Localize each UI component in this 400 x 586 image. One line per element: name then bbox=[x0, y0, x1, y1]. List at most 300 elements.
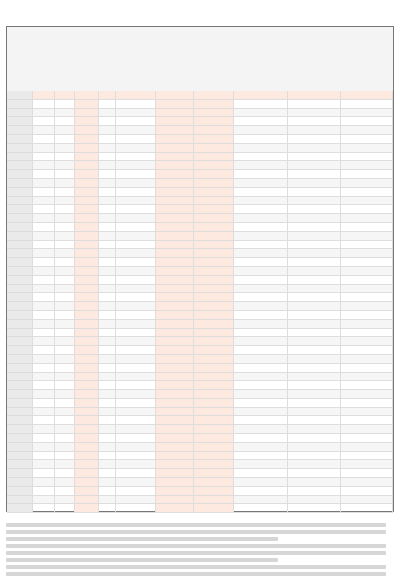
value-cell bbox=[75, 170, 99, 178]
value-cell bbox=[234, 399, 288, 407]
value-cell bbox=[116, 329, 156, 337]
table-row bbox=[7, 188, 393, 197]
value-cell bbox=[288, 117, 342, 125]
value-cell bbox=[234, 302, 288, 310]
table-row bbox=[7, 197, 393, 206]
value-cell bbox=[194, 460, 234, 468]
table-row bbox=[7, 153, 393, 162]
value-cell bbox=[288, 188, 342, 196]
value-cell bbox=[341, 91, 393, 99]
value-cell bbox=[75, 425, 99, 433]
value-cell bbox=[55, 100, 75, 108]
value-cell bbox=[341, 179, 393, 187]
value-cell bbox=[288, 355, 342, 363]
value-cell bbox=[341, 276, 393, 284]
value-cell bbox=[341, 496, 393, 504]
value-cell bbox=[341, 434, 393, 442]
value-cell bbox=[288, 434, 342, 442]
value-cell bbox=[156, 452, 194, 460]
table-row bbox=[7, 241, 393, 250]
value-cell bbox=[75, 144, 99, 152]
value-cell bbox=[341, 126, 393, 134]
value-cell bbox=[234, 346, 288, 354]
value-cell bbox=[33, 197, 55, 205]
value-cell bbox=[234, 496, 288, 504]
table-row bbox=[7, 302, 393, 311]
value-cell bbox=[33, 496, 55, 504]
value-cell bbox=[33, 311, 55, 319]
value-cell bbox=[55, 302, 75, 310]
prefecture-cell bbox=[7, 425, 33, 433]
value-cell bbox=[234, 355, 288, 363]
value-cell bbox=[194, 153, 234, 161]
value-cell bbox=[156, 399, 194, 407]
value-cell bbox=[234, 126, 288, 134]
value-cell bbox=[194, 100, 234, 108]
value-cell bbox=[33, 144, 55, 152]
value-cell bbox=[55, 232, 75, 240]
value-cell bbox=[116, 399, 156, 407]
value-cell bbox=[75, 373, 99, 381]
value-cell bbox=[341, 302, 393, 310]
value-cell bbox=[288, 232, 342, 240]
value-cell bbox=[116, 355, 156, 363]
value-cell bbox=[341, 460, 393, 468]
value-cell bbox=[33, 329, 55, 337]
value-cell bbox=[194, 285, 234, 293]
value-cell bbox=[75, 311, 99, 319]
value-cell bbox=[75, 487, 99, 495]
table-row bbox=[7, 469, 393, 478]
value-cell bbox=[156, 487, 194, 495]
value-cell bbox=[116, 320, 156, 328]
value-cell bbox=[33, 179, 55, 187]
value-cell bbox=[99, 293, 117, 301]
value-cell bbox=[288, 276, 342, 284]
value-cell bbox=[234, 267, 288, 275]
value-cell bbox=[341, 364, 393, 372]
value-cell bbox=[116, 364, 156, 372]
prefecture-cell bbox=[7, 241, 33, 249]
value-cell bbox=[99, 478, 117, 486]
value-cell bbox=[234, 311, 288, 319]
value-cell bbox=[156, 249, 194, 257]
value-cell bbox=[341, 311, 393, 319]
document-page bbox=[6, 6, 394, 22]
value-cell bbox=[288, 408, 342, 416]
value-cell bbox=[156, 161, 194, 169]
value-cell bbox=[234, 91, 288, 99]
value-cell bbox=[55, 214, 75, 222]
value-cell bbox=[116, 373, 156, 381]
value-cell bbox=[194, 355, 234, 363]
value-cell bbox=[33, 469, 55, 477]
table-row bbox=[7, 390, 393, 399]
prefecture-cell bbox=[7, 416, 33, 424]
value-cell bbox=[288, 425, 342, 433]
prefecture-cell bbox=[7, 399, 33, 407]
value-cell bbox=[33, 117, 55, 125]
value-cell bbox=[75, 276, 99, 284]
value-cell bbox=[288, 381, 342, 389]
value-cell bbox=[75, 416, 99, 424]
table-row bbox=[7, 487, 393, 496]
value-cell bbox=[288, 346, 342, 354]
value-cell bbox=[341, 135, 393, 143]
value-cell bbox=[194, 408, 234, 416]
value-cell bbox=[341, 478, 393, 486]
value-cell bbox=[55, 496, 75, 504]
value-cell bbox=[55, 469, 75, 477]
value-cell bbox=[55, 443, 75, 451]
value-cell bbox=[194, 223, 234, 231]
table-row bbox=[7, 425, 393, 434]
value-cell bbox=[156, 364, 194, 372]
value-cell bbox=[194, 373, 234, 381]
value-cell bbox=[234, 214, 288, 222]
value-cell bbox=[99, 276, 117, 284]
table-row bbox=[7, 311, 393, 320]
table-row bbox=[7, 117, 393, 126]
value-cell bbox=[288, 302, 342, 310]
value-cell bbox=[288, 91, 342, 99]
value-cell bbox=[194, 329, 234, 337]
value-cell bbox=[234, 443, 288, 451]
value-cell bbox=[55, 135, 75, 143]
value-cell bbox=[194, 161, 234, 169]
table-row bbox=[7, 478, 393, 487]
table-row bbox=[7, 355, 393, 364]
value-cell bbox=[234, 170, 288, 178]
value-cell bbox=[75, 364, 99, 372]
value-cell bbox=[99, 170, 117, 178]
value-cell bbox=[55, 161, 75, 169]
value-cell bbox=[288, 496, 342, 504]
value-cell bbox=[194, 416, 234, 424]
prefecture-cell bbox=[7, 135, 33, 143]
value-cell bbox=[75, 469, 99, 477]
value-cell bbox=[194, 197, 234, 205]
value-cell bbox=[341, 223, 393, 231]
value-cell bbox=[156, 258, 194, 266]
value-cell bbox=[75, 408, 99, 416]
value-cell bbox=[55, 390, 75, 398]
value-cell bbox=[156, 214, 194, 222]
value-cell bbox=[33, 109, 55, 117]
value-cell bbox=[288, 337, 342, 345]
prefecture-cell bbox=[7, 469, 33, 477]
value-cell bbox=[341, 117, 393, 125]
value-cell bbox=[156, 276, 194, 284]
value-cell bbox=[33, 425, 55, 433]
prefecture-cell bbox=[7, 258, 33, 266]
value-cell bbox=[55, 91, 75, 99]
value-cell bbox=[341, 153, 393, 161]
value-cell bbox=[194, 337, 234, 345]
value-cell bbox=[156, 126, 194, 134]
value-cell bbox=[99, 337, 117, 345]
value-cell bbox=[288, 109, 342, 117]
value-cell bbox=[341, 443, 393, 451]
value-cell bbox=[55, 425, 75, 433]
prefecture-cell bbox=[7, 355, 33, 363]
value-cell bbox=[156, 223, 194, 231]
value-cell bbox=[75, 241, 99, 249]
value-cell bbox=[288, 197, 342, 205]
prefecture-cell bbox=[7, 320, 33, 328]
value-cell bbox=[288, 126, 342, 134]
value-cell bbox=[194, 381, 234, 389]
value-cell bbox=[75, 205, 99, 213]
value-cell bbox=[33, 320, 55, 328]
value-cell bbox=[288, 399, 342, 407]
value-cell bbox=[116, 205, 156, 213]
value-cell bbox=[55, 126, 75, 134]
table-row bbox=[7, 285, 393, 294]
value-cell bbox=[99, 205, 117, 213]
value-cell bbox=[55, 416, 75, 424]
value-cell bbox=[234, 285, 288, 293]
value-cell bbox=[99, 126, 117, 134]
value-cell bbox=[55, 153, 75, 161]
value-cell bbox=[99, 399, 117, 407]
value-cell bbox=[156, 469, 194, 477]
table-row bbox=[7, 214, 393, 223]
value-cell bbox=[194, 487, 234, 495]
value-cell bbox=[33, 285, 55, 293]
value-cell bbox=[33, 399, 55, 407]
value-cell bbox=[55, 329, 75, 337]
value-cell bbox=[99, 434, 117, 442]
value-cell bbox=[156, 504, 194, 512]
prefecture-cell bbox=[7, 285, 33, 293]
value-cell bbox=[194, 276, 234, 284]
value-cell bbox=[341, 469, 393, 477]
value-cell bbox=[156, 205, 194, 213]
value-cell bbox=[194, 144, 234, 152]
value-cell bbox=[99, 117, 117, 125]
value-cell bbox=[116, 223, 156, 231]
table-row bbox=[7, 329, 393, 338]
value-cell bbox=[341, 188, 393, 196]
value-cell bbox=[55, 381, 75, 389]
value-cell bbox=[341, 373, 393, 381]
value-cell bbox=[156, 337, 194, 345]
value-cell bbox=[234, 249, 288, 257]
table-row bbox=[7, 443, 393, 452]
value-cell bbox=[288, 258, 342, 266]
value-cell bbox=[33, 249, 55, 257]
value-cell bbox=[33, 135, 55, 143]
value-cell bbox=[156, 91, 194, 99]
value-cell bbox=[116, 452, 156, 460]
footnote-line bbox=[6, 565, 386, 569]
value-cell bbox=[33, 170, 55, 178]
value-cell bbox=[288, 311, 342, 319]
value-cell bbox=[156, 496, 194, 504]
value-cell bbox=[288, 416, 342, 424]
value-cell bbox=[116, 425, 156, 433]
value-cell bbox=[234, 469, 288, 477]
value-cell bbox=[55, 117, 75, 125]
value-cell bbox=[341, 267, 393, 275]
value-cell bbox=[194, 214, 234, 222]
value-cell bbox=[99, 144, 117, 152]
prefecture-cell bbox=[7, 109, 33, 117]
value-cell bbox=[116, 232, 156, 240]
value-cell bbox=[99, 223, 117, 231]
value-cell bbox=[99, 232, 117, 240]
value-cell bbox=[288, 478, 342, 486]
table-row bbox=[7, 258, 393, 267]
value-cell bbox=[75, 355, 99, 363]
value-cell bbox=[116, 100, 156, 108]
value-cell bbox=[116, 126, 156, 134]
value-cell bbox=[33, 460, 55, 468]
value-cell bbox=[55, 408, 75, 416]
value-cell bbox=[234, 144, 288, 152]
value-cell bbox=[99, 179, 117, 187]
value-cell bbox=[288, 504, 342, 512]
value-cell bbox=[156, 293, 194, 301]
value-cell bbox=[33, 258, 55, 266]
table-row bbox=[7, 276, 393, 285]
value-cell bbox=[116, 434, 156, 442]
value-cell bbox=[194, 425, 234, 433]
value-cell bbox=[194, 241, 234, 249]
value-cell bbox=[288, 469, 342, 477]
value-cell bbox=[234, 258, 288, 266]
footnote-line bbox=[6, 537, 278, 541]
value-cell bbox=[99, 161, 117, 169]
value-cell bbox=[99, 214, 117, 222]
table-row bbox=[7, 267, 393, 276]
value-cell bbox=[341, 144, 393, 152]
premium-table bbox=[6, 26, 394, 512]
table-row bbox=[7, 337, 393, 346]
value-cell bbox=[33, 276, 55, 284]
value-cell bbox=[55, 276, 75, 284]
value-cell bbox=[288, 223, 342, 231]
value-cell bbox=[156, 232, 194, 240]
value-cell bbox=[116, 381, 156, 389]
value-cell bbox=[99, 355, 117, 363]
value-cell bbox=[288, 100, 342, 108]
prefecture-cell bbox=[7, 276, 33, 284]
value-cell bbox=[33, 443, 55, 451]
value-cell bbox=[194, 320, 234, 328]
value-cell bbox=[341, 381, 393, 389]
value-cell bbox=[194, 302, 234, 310]
prefecture-cell bbox=[7, 232, 33, 240]
table-row bbox=[7, 434, 393, 443]
prefecture-cell bbox=[7, 346, 33, 354]
value-cell bbox=[55, 337, 75, 345]
value-cell bbox=[234, 276, 288, 284]
value-cell bbox=[55, 355, 75, 363]
value-cell bbox=[341, 504, 393, 512]
value-cell bbox=[99, 135, 117, 143]
value-cell bbox=[341, 329, 393, 337]
value-cell bbox=[156, 320, 194, 328]
value-cell bbox=[55, 223, 75, 231]
value-cell bbox=[288, 170, 342, 178]
value-cell bbox=[116, 469, 156, 477]
prefecture-cell bbox=[7, 267, 33, 275]
value-cell bbox=[116, 496, 156, 504]
value-cell bbox=[99, 329, 117, 337]
value-cell bbox=[194, 434, 234, 442]
prefecture-cell bbox=[7, 373, 33, 381]
value-cell bbox=[99, 425, 117, 433]
value-cell bbox=[234, 460, 288, 468]
value-cell bbox=[288, 267, 342, 275]
value-cell bbox=[234, 364, 288, 372]
value-cell bbox=[234, 425, 288, 433]
value-cell bbox=[116, 144, 156, 152]
value-cell bbox=[234, 188, 288, 196]
table-row bbox=[7, 223, 393, 232]
value-cell bbox=[99, 285, 117, 293]
table-row bbox=[7, 100, 393, 109]
value-cell bbox=[33, 302, 55, 310]
value-cell bbox=[33, 188, 55, 196]
table-row bbox=[7, 381, 393, 390]
prefecture-cell bbox=[7, 214, 33, 222]
value-cell bbox=[194, 390, 234, 398]
value-cell bbox=[33, 408, 55, 416]
value-cell bbox=[234, 197, 288, 205]
value-cell bbox=[75, 267, 99, 275]
value-cell bbox=[116, 117, 156, 125]
value-cell bbox=[194, 179, 234, 187]
value-cell bbox=[55, 241, 75, 249]
value-cell bbox=[33, 355, 55, 363]
prefecture-cell bbox=[7, 153, 33, 161]
value-cell bbox=[234, 329, 288, 337]
value-cell bbox=[75, 346, 99, 354]
value-cell bbox=[116, 302, 156, 310]
value-cell bbox=[194, 443, 234, 451]
value-cell bbox=[55, 504, 75, 512]
value-cell bbox=[156, 188, 194, 196]
table-header bbox=[7, 27, 393, 92]
value-cell bbox=[234, 434, 288, 442]
value-cell bbox=[75, 258, 99, 266]
value-cell bbox=[75, 126, 99, 134]
value-cell bbox=[75, 302, 99, 310]
value-cell bbox=[194, 188, 234, 196]
value-cell bbox=[116, 267, 156, 275]
value-cell bbox=[33, 205, 55, 213]
value-cell bbox=[341, 241, 393, 249]
value-cell bbox=[156, 311, 194, 319]
value-cell bbox=[288, 443, 342, 451]
value-cell bbox=[33, 223, 55, 231]
value-cell bbox=[55, 320, 75, 328]
value-cell bbox=[116, 478, 156, 486]
value-cell bbox=[99, 197, 117, 205]
value-cell bbox=[156, 170, 194, 178]
value-cell bbox=[99, 487, 117, 495]
value-cell bbox=[288, 487, 342, 495]
value-cell bbox=[99, 311, 117, 319]
value-cell bbox=[33, 293, 55, 301]
value-cell bbox=[116, 408, 156, 416]
value-cell bbox=[55, 452, 75, 460]
value-cell bbox=[75, 452, 99, 460]
footnote-line bbox=[6, 523, 386, 527]
